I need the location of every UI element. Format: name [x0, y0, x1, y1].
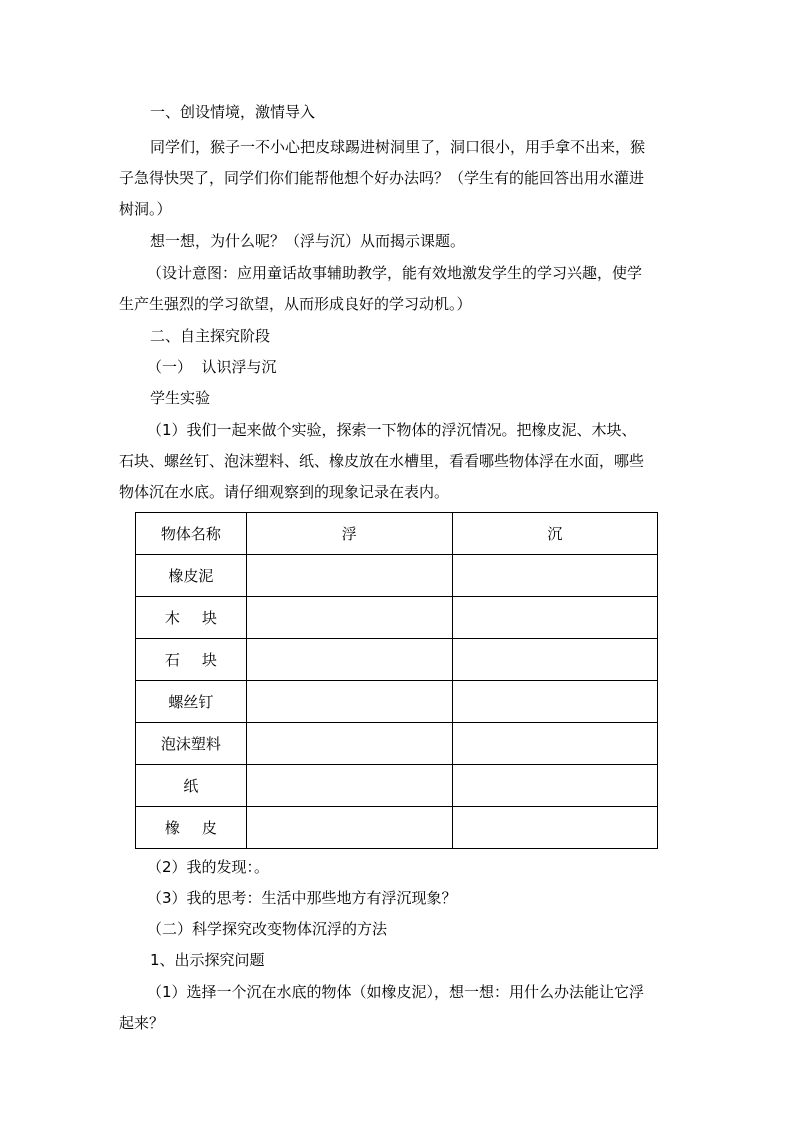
object-name: 橡皮 — [164, 819, 239, 837]
table-cell-object: 纸 — [136, 765, 247, 807]
table-cell-sink — [452, 597, 657, 639]
table-row — [136, 807, 658, 849]
table-cell-sink — [452, 555, 657, 597]
table-cell-float — [246, 765, 452, 807]
paragraph-line: 起来？ — [119, 1014, 165, 1032]
subsection-item: 1、出示探究问题 — [150, 951, 265, 969]
table-cell-sink — [452, 807, 657, 849]
section-heading-2: 二、自主探究阶段 — [150, 327, 271, 345]
table-row — [136, 555, 658, 597]
paragraph-exploration — [119, 977, 680, 1039]
table-cell-float — [246, 681, 452, 723]
paragraph-question: 想一想，为什么呢？（浮与沉）从而揭示课题。 — [150, 232, 466, 250]
table-cell-object — [136, 597, 247, 639]
table-cell-sink — [452, 681, 657, 723]
subsection-label: 学生实验 — [150, 389, 211, 407]
observation-table — [135, 512, 658, 849]
paragraph-line: 石块、螺丝钉、泡沫塑料、纸、橡皮放在水槽里，看看哪些物体浮在水面，哪些 — [119, 452, 645, 470]
table-cell-object: 泡沫塑料 — [136, 723, 247, 765]
table-row — [136, 681, 658, 723]
subsection-heading-1: （一） 认识浮与沉 — [147, 358, 277, 376]
paragraph-line: （1）我们一起来做个实验，探索一下物体的浮沉情况。把橡皮泥、木块、 — [147, 421, 637, 439]
table-cell-float — [246, 597, 452, 639]
subsection-heading-2: （二）科学探究改变物体沉浮的方法 — [147, 920, 388, 938]
paragraph-line: （1）选择一个沉在水底的物体（如橡皮泥），想一想：用什么办法能让它浮 — [147, 983, 645, 1001]
table-header-cell: 浮 — [246, 513, 452, 555]
paragraph-design-intent — [119, 258, 680, 320]
paragraph-line: 同学们，猴子一不小心把皮球踢进树洞里了，洞口很小，用手拿不出来，猴 — [150, 138, 646, 156]
section-heading-1: 一、创设情境，激情导入 — [150, 103, 316, 121]
table-cell-sink — [452, 639, 657, 681]
table-header-cell: 物体名称 — [136, 513, 247, 555]
table-row — [136, 765, 658, 807]
table-cell-float — [246, 555, 452, 597]
table-header-cell: 沉 — [452, 513, 657, 555]
paragraph-story — [119, 132, 680, 225]
table-cell-object: 橡皮泥 — [136, 555, 247, 597]
table-cell-object: 螺丝钉 — [136, 681, 247, 723]
table-row — [136, 597, 658, 639]
paragraph-experiment — [119, 415, 680, 508]
table-cell-object — [136, 639, 247, 681]
paragraph-line: 物体沉在水底。请仔细观察到的现象记录在表内。 — [119, 483, 450, 501]
table-cell-object — [136, 807, 247, 849]
table-cell-float — [246, 639, 452, 681]
paragraph-line: 生产生强烈的学习欲望，从而形成良好的学习动机。） — [119, 295, 472, 313]
table-header-row — [136, 513, 658, 555]
table-row — [136, 723, 658, 765]
paragraph-line: 树洞。） — [119, 200, 172, 218]
table-row — [136, 639, 658, 681]
paragraph-line: （设计意图：应用童话故事辅助教学，能有效地激发学生的学习兴趣，使学 — [147, 264, 643, 282]
table-cell-sink — [452, 723, 657, 765]
paragraph-findings: （2）我的发现：。 — [147, 858, 270, 876]
table-cell-float — [246, 723, 452, 765]
table-cell-sink — [452, 765, 657, 807]
paragraph-thinking: （3）我的思考：生活中那些地方有浮沉现象？ — [147, 889, 457, 907]
paragraph-line: 子急得快哭了，同学们你们能帮他想个好办法吗？（学生有的能回答出用水灌进 — [119, 169, 645, 187]
table-cell-float — [246, 807, 452, 849]
object-name: 木块 — [164, 609, 239, 627]
document-body — [119, 98, 680, 1039]
object-name: 石块 — [164, 651, 239, 669]
